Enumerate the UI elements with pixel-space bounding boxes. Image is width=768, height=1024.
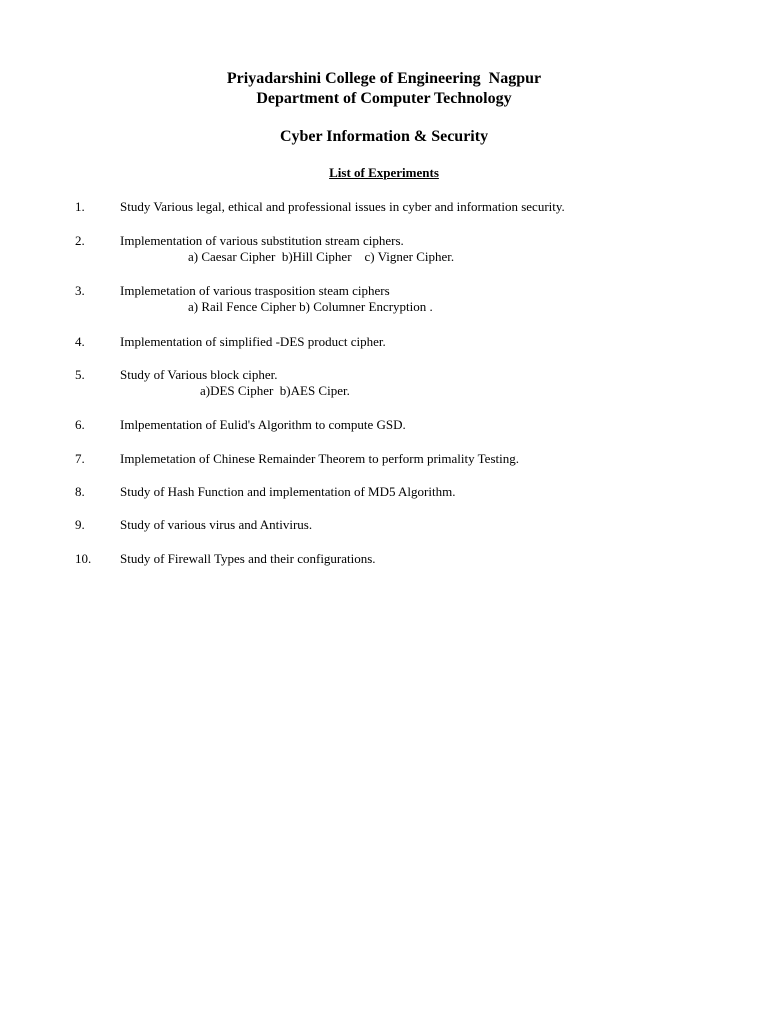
experiment-subitems: a)DES Cipher b)AES Ciper. — [200, 383, 350, 398]
experiment-text: Study of Hash Function and implementation of MD5 Algorithm. — [120, 484, 456, 499]
list-title: List of Experiments — [329, 165, 439, 180]
experiment-number: 4. — [75, 334, 85, 349]
experiment-number: 8. — [75, 484, 85, 499]
experiment-number: 3. — [75, 283, 85, 298]
experiment-text: Study of Firewall Types and their configurations. — [120, 551, 376, 566]
experiment-number: 9. — [75, 517, 85, 532]
experiment-text: Study Various legal, ethical and professional issues in cyber and information security. — [120, 199, 565, 214]
experiment-number: 6. — [75, 417, 85, 432]
experiment-text: Implemetation of various trasposition steam ciphers — [120, 283, 390, 298]
experiment-text: Imlpementation of Eulid's Algorithm to compute GSD. — [120, 417, 406, 432]
experiment-number: 2. — [75, 233, 85, 248]
experiment-subitems: a) Caesar Cipher b)Hill Cipher c) Vigner Cipher. — [188, 249, 455, 264]
course-title: Cyber Information & Security — [279, 128, 489, 145]
experiment-subitems: a) Rail Fence Cipher b) Columner Encryption . — [188, 299, 433, 314]
experiment-text: Implementation of simplified -DES product cipher. — [120, 334, 386, 349]
experiment-number: 5. — [75, 367, 85, 382]
college-name: Priyadarshini College of Engineering Nagpur — [226, 70, 542, 87]
experiment-number: 1. — [75, 199, 85, 214]
experiment-text: Implementation of various substitution stream ciphers. — [120, 233, 404, 248]
experiment-text: Study of various virus and Antivirus. — [120, 517, 313, 532]
experiment-number: 7. — [75, 451, 85, 466]
experiment-number: 10. — [75, 551, 92, 566]
experiment-text: Study of Various block cipher. — [120, 367, 278, 382]
experiment-text: Implemetation of Chinese Remainder Theorem to perform primality Testing. — [120, 451, 519, 466]
department-name: Department of Computer Technology — [256, 90, 512, 107]
